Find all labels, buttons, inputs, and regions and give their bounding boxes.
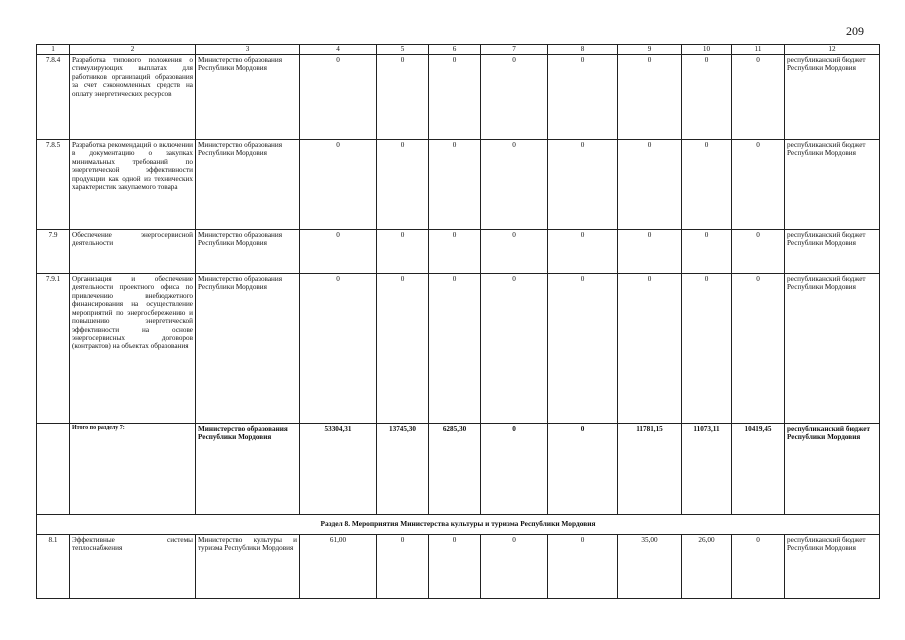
- total-value: 11073,11: [682, 424, 732, 515]
- value-cell: 0: [481, 55, 548, 140]
- value-cell: 61,00: [300, 535, 377, 599]
- total-value: 53304,31: [300, 424, 377, 515]
- value-cell: 0: [618, 140, 682, 230]
- value-cell: 0: [429, 55, 481, 140]
- value-cell: 0: [618, 230, 682, 274]
- value-cell: 26,00: [682, 535, 732, 599]
- value-cell: 0: [618, 274, 682, 424]
- total-label: Итого по разделу 7:: [70, 424, 196, 515]
- row-number: 7.8.5: [37, 140, 70, 230]
- total-funding-source: республиканский бюджет Республики Мордовия: [785, 424, 880, 515]
- table-row: [37, 140, 880, 230]
- measure-name: Разработка рекомендаций о включении в документацию о закупках минимальных требований по энергетической эффективности продукции как одной из технических характеристик закупаемого товара: [70, 140, 196, 230]
- header-cell: 12: [785, 45, 880, 55]
- value-cell: 0: [732, 140, 785, 230]
- funding-source: республиканский бюджет Республики Мордовия: [785, 55, 880, 140]
- value-cell: 0: [682, 274, 732, 424]
- executor: Министерство образования Республики Мордовия: [196, 274, 300, 424]
- value-cell: 0: [300, 140, 377, 230]
- value-cell: 35,00: [618, 535, 682, 599]
- value-cell: 0: [429, 274, 481, 424]
- header-cell: 3: [196, 45, 300, 55]
- row-number: 7.9: [37, 230, 70, 274]
- table-row: [37, 55, 880, 140]
- row-number: 7.9.1: [37, 274, 70, 424]
- section-header-row: [37, 515, 880, 535]
- total-num-cell: [37, 424, 70, 515]
- program-table: [36, 44, 880, 599]
- value-cell: 0: [548, 535, 618, 599]
- executor: Министерство образования Республики Мордовия: [196, 140, 300, 230]
- row-number: 7.8.4: [37, 55, 70, 140]
- value-cell: 0: [300, 55, 377, 140]
- value-cell: 0: [732, 535, 785, 599]
- value-cell: 0: [732, 55, 785, 140]
- header-cell: 1: [37, 45, 70, 55]
- total-value: 13745,30: [377, 424, 429, 515]
- value-cell: 0: [548, 55, 618, 140]
- total-executor: Министерство образования Республики Мордовия: [196, 424, 300, 515]
- header-cell: 4: [300, 45, 377, 55]
- total-value: 11781,15: [618, 424, 682, 515]
- value-cell: 0: [377, 55, 429, 140]
- value-cell: 0: [429, 535, 481, 599]
- row-number: 8.1: [37, 535, 70, 599]
- header-cell: 10: [682, 45, 732, 55]
- measure-name: Эффективные системы теплоснабжения: [70, 535, 196, 599]
- header-row: [37, 45, 880, 55]
- header-cell: 5: [377, 45, 429, 55]
- executor: Министерство образования Республики Мордовия: [196, 230, 300, 274]
- executor: Министерство культуры и туризма Республики Мордовия: [196, 535, 300, 599]
- measure-name: Обеспечение энергосервисной деятельности: [70, 230, 196, 274]
- table-row: [37, 535, 880, 599]
- value-cell: 0: [682, 140, 732, 230]
- table-row: [37, 230, 880, 274]
- funding-source: республиканский бюджет Республики Мордовия: [785, 230, 880, 274]
- header-cell: 9: [618, 45, 682, 55]
- value-cell: 0: [732, 230, 785, 274]
- header-cell: 11: [732, 45, 785, 55]
- total-value: 6285,30: [429, 424, 481, 515]
- funding-source: республиканский бюджет Республики Мордовия: [785, 274, 880, 424]
- value-cell: 0: [481, 535, 548, 599]
- funding-source: республиканский бюджет Республики Мордовия: [785, 140, 880, 230]
- value-cell: 0: [682, 55, 732, 140]
- header-cell: 8: [548, 45, 618, 55]
- measure-name: Разработка типового положения о стимулирующих выплатах для работников организаций образования за счет сэкономленных средств на оплату энергетических ресурсов: [70, 55, 196, 140]
- value-cell: 0: [548, 230, 618, 274]
- header-cell: 6: [429, 45, 481, 55]
- value-cell: 0: [300, 230, 377, 274]
- section-title: Раздел 8. Мероприятия Министерства культуры и туризма Республики Мордовия: [37, 515, 880, 535]
- value-cell: 0: [300, 274, 377, 424]
- value-cell: 0: [682, 230, 732, 274]
- value-cell: 0: [377, 230, 429, 274]
- value-cell: 0: [618, 55, 682, 140]
- value-cell: 0: [481, 230, 548, 274]
- value-cell: 0: [429, 230, 481, 274]
- value-cell: 0: [732, 274, 785, 424]
- value-cell: 0: [377, 535, 429, 599]
- value-cell: 0: [548, 140, 618, 230]
- measure-name: Организация и обеспечение деятельности проектного офиса по привлечению внебюджетного финансирования на осуществление мероприятий по энергосбережению и повышению энергетической эффективности на основе энергосервисных договоров (контрактов) на объектах образования: [70, 274, 196, 424]
- total-value: 0: [481, 424, 548, 515]
- header-cell: 7: [481, 45, 548, 55]
- header-cell: 2: [70, 45, 196, 55]
- table-row: [37, 274, 880, 424]
- value-cell: 0: [429, 140, 481, 230]
- value-cell: 0: [481, 140, 548, 230]
- value-cell: 0: [481, 274, 548, 424]
- executor: Министерство образования Республики Мордовия: [196, 55, 300, 140]
- total-row: [37, 424, 880, 515]
- page-number: 209: [846, 24, 864, 38]
- value-cell: 0: [548, 274, 618, 424]
- value-cell: 0: [377, 140, 429, 230]
- total-value: 10419,45: [732, 424, 785, 515]
- total-value: 0: [548, 424, 618, 515]
- funding-source: республиканский бюджет Республики Мордовия: [785, 535, 880, 599]
- value-cell: 0: [377, 274, 429, 424]
